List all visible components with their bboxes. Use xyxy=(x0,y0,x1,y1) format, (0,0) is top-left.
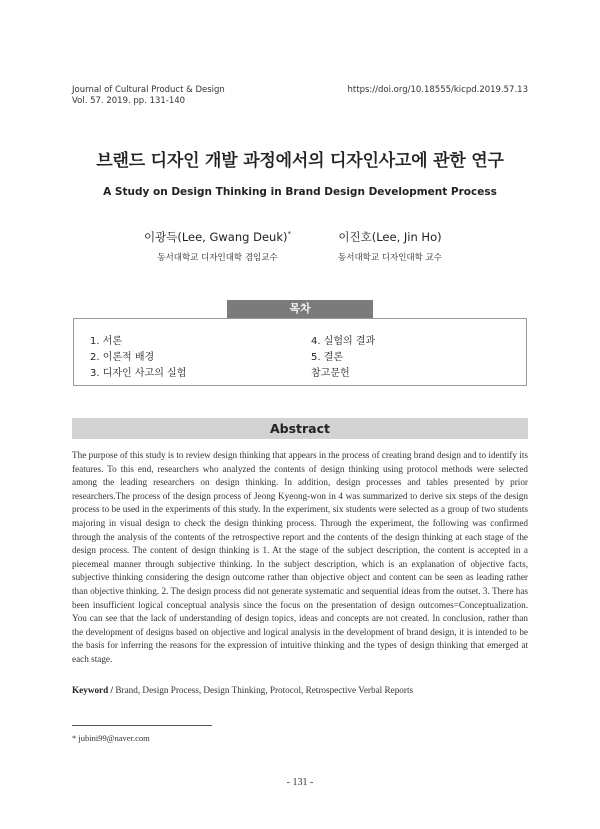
author-2 xyxy=(315,229,465,263)
toc-box xyxy=(73,318,527,386)
footnote-divider xyxy=(72,725,212,726)
toc-item: 참고문헌 xyxy=(311,368,350,379)
journal-volume: Vol. 57. 2019. pp. 131-140 xyxy=(72,96,186,106)
author-2-affiliation: 동서대학교 디자인대학 교수 xyxy=(338,253,442,263)
toc-item: 5. 결론 xyxy=(311,352,344,363)
toc-item: 2. 이론적 배경 xyxy=(90,352,155,363)
journal-info xyxy=(72,85,225,107)
author-1-mark: * xyxy=(287,230,291,239)
toc-item: 4. 실험의 결과 xyxy=(311,336,376,347)
author-2-name: 이진호(Lee, Jin Ho) xyxy=(338,230,442,244)
abstract-body: The purpose of this study is to review design thinking that appears in the process of creating brand design and to identify its features. To this end, researchers who analyzed the contents of design thinking using protocol methods were selected among the leading researchers on design thinking. In addition, design processes and tables presented by prior researchers.The process of the design process of Jeong Kyeong-won in 4 was summarized to derive six steps of the design process to be used in the experiments of this study. In the experiment, six students were selected as a group of two students majoring in visual design to check the design thinking process. Through the experiment, the following was confirmed through the analysis of the contents of the retrospective report and the contents of the design thinking at each stage of the design process. The content of design thinking is 1. At the stage of the subject description, the content is accepted in a piecemeal manner through subjective thinking. In the subject description, which is an explanation of objective facts, subjective thinking considering the design outcome rather than objective object and content can be seen as leading rather than objective thinking. 2. The design process did not generate systematic and sequential ideas from the outset. 3. There has been insufficient logical conceptual analysis since the focus on the presentation of design outcomes=Conceptualization. You can see that the lack of understanding of design topics, ideas and concepts are not created. In conclusion, rather than the development of designs based on objective and logical analysis in the development of brand design, it is intended to be the basis for inferring the reasons for the expression of intuitive thinking and the types of design thinking that emerged at each stage. xyxy=(72,450,528,664)
footnote-email: * jubini99@naver.com xyxy=(72,733,150,743)
page-number: - 131 - xyxy=(286,777,314,788)
toc-item: 3. 디자인 사고의 실험 xyxy=(90,368,187,379)
author-1-name: 이광득(Lee, Gwang Deuk) xyxy=(144,230,288,244)
author-1 xyxy=(135,229,300,263)
keywords xyxy=(72,685,528,695)
doi-link[interactable]: https://doi.org/10.18555/kicpd.2019.57.13 xyxy=(347,85,528,95)
keyword-label: Keyword / xyxy=(72,685,114,695)
toc-heading: 목차 xyxy=(227,300,373,318)
toc-item: 1. 서론 xyxy=(90,336,123,347)
paper-title-english: A Study on Design Thinking in Brand Design Development Process xyxy=(103,186,497,198)
author-1-affiliation: 동서대학교 디자인대학 겸임교수 xyxy=(157,253,278,263)
journal-name: Journal of Cultural Product & Design xyxy=(72,85,225,95)
abstract-heading: Abstract xyxy=(72,418,528,439)
paper-title-korean: 브랜드 디자인 개발 과정에서의 디자인사고에 관한 연구 xyxy=(96,151,504,171)
keyword-list: Brand, Design Process, Design Thinking, Protocol, Retrospective Verbal Reports xyxy=(115,685,414,695)
